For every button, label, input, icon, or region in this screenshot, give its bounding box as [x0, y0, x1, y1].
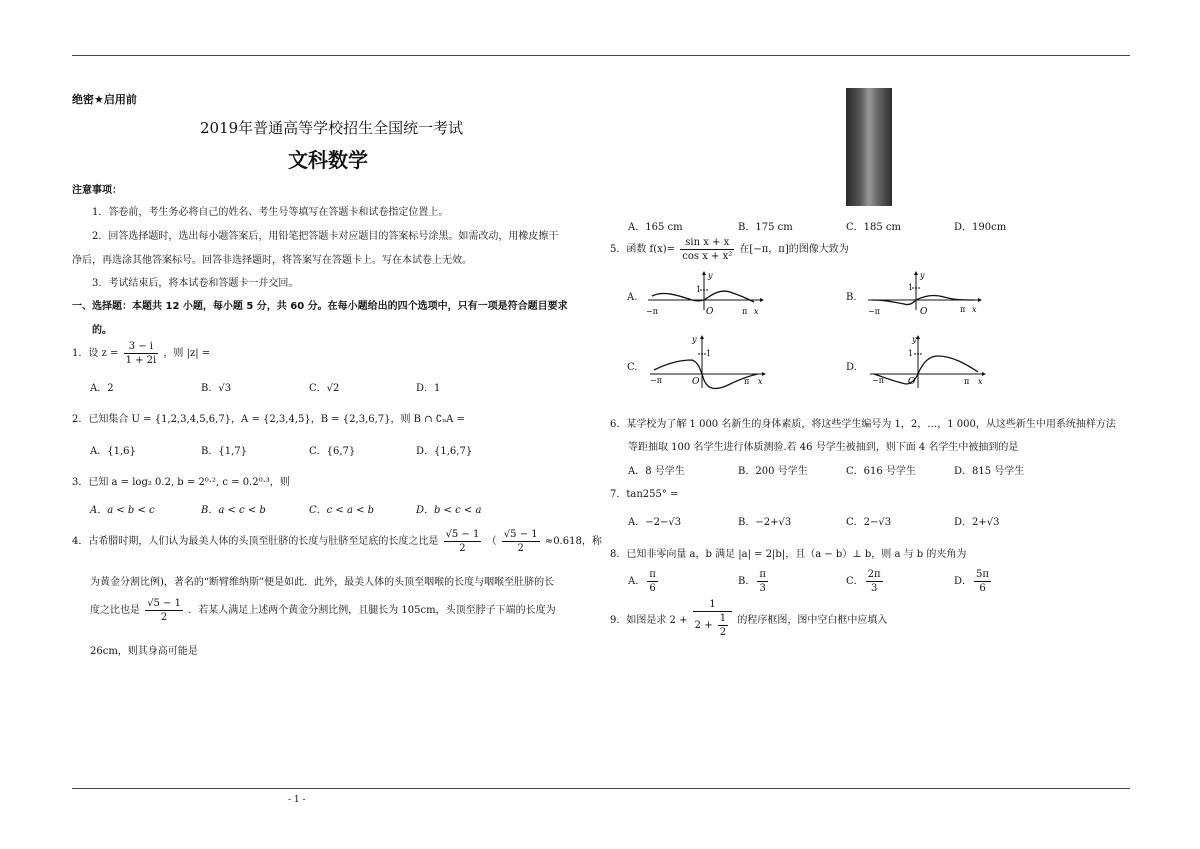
q1-fraction [124, 340, 159, 367]
q6-option-d: D．815 号学生 [954, 466, 1025, 477]
top-rule [72, 55, 1130, 56]
q8-d-num: 5π [976, 569, 989, 580]
q4-l1c: ≈0.618，称 [544, 536, 602, 547]
q8-d-letter: D． [954, 576, 973, 587]
q5-graph-b [864, 270, 984, 320]
q4-l1a: 4．古希腊时期，人们认为最美人体的头顶至肚脐的长度与肚脐至足底的长度之比是 [72, 536, 439, 547]
q4-frac-2-num: √5 − 1 [503, 529, 538, 540]
q7-option-d: D．2+√3 [954, 517, 1000, 528]
q1-option-c: C．√2 [309, 383, 340, 394]
graph-b-y: y [920, 271, 925, 280]
graph-a-y: y [708, 271, 713, 280]
q5-prefix: 5．函数 f(x)= [610, 244, 676, 255]
q5-graph-a [644, 270, 766, 320]
note-2: 2．回答选择题时，选出每小题答案后，用铅笔把答题卡对应题目的答案标号涂黑。如需改动，用橡皮擦干 [92, 231, 559, 242]
q4-frac-2 [502, 528, 540, 555]
q9-two-plus: 2 + [694, 620, 713, 631]
graph-c-neg-pi: −π [650, 376, 662, 385]
q3-stem: 3．已知 a = log₂ 0.2, b = 2⁰·², c = 0.2⁰·³，则 [72, 477, 290, 488]
secret-label: 绝密★启用前 [72, 93, 137, 106]
q9-cfrac-num: 1 [693, 598, 732, 612]
q4-line4: 26cm，则其身高可能是 [90, 646, 198, 657]
q4-option-a: A．165 cm [628, 222, 683, 233]
q8-c-letter: C． [846, 576, 864, 587]
q4-frac-2-den: 2 [517, 543, 524, 554]
q1-suffix: ，则 |z| = [163, 348, 211, 359]
bottom-rule [72, 788, 1130, 789]
q3-option-d: D．b < c < a [416, 505, 482, 516]
q3-option-b: B．a < c < b [201, 505, 266, 516]
graph-c-y: y [692, 335, 697, 344]
q3-option-a: A．a < b < c [90, 505, 155, 516]
graph-b-one: 1 [908, 283, 914, 292]
graph-d-x: x [978, 377, 983, 386]
q9-cfrac [693, 598, 732, 639]
q7-option-b: B．−2+√3 [738, 517, 792, 528]
q2-option-a: A．{1,6} [90, 446, 136, 457]
q4-line3 [90, 597, 556, 624]
graph-c-x: x [758, 377, 763, 386]
graph-a-x: x [754, 307, 759, 316]
q6-line1: 6．某学校为了解 1 000 名新生的身体素质，将这些学生编号为 1，2，…，1 000，从这些新生中用系统抽样方法 [610, 419, 1116, 430]
section-heading-2: 的。 [92, 325, 112, 336]
q8-option-a [628, 568, 660, 595]
q5-graph-c-label: C. [627, 362, 638, 373]
q8-c-num: 2π [867, 569, 881, 580]
q4-frac-1 [444, 528, 482, 555]
q2-option-d: D．{1,6,7} [416, 446, 473, 457]
q9-half-den: 2 [719, 627, 727, 638]
q4-frac-3-num: √5 − 1 [147, 598, 182, 609]
q8-a-den: 6 [649, 583, 656, 594]
q4-frac-3 [145, 597, 183, 624]
q5-graph-d [866, 334, 988, 390]
graph-b-origin: O [920, 307, 928, 317]
notes-heading: 注意事项： [72, 185, 122, 196]
q8-option-b [738, 568, 770, 595]
exam-title: 2019年普通高等学校招生全国统一考试 [200, 119, 464, 137]
q5-suffix: 在[−π，π]的图像大致为 [739, 244, 849, 255]
q6-line2: 等距抽取 100 名学生进行体质测验.若 46 号学生被抽到，则下面 4 名学生中被抽到的是 [628, 442, 1019, 453]
graph-d-one: 1 [908, 349, 914, 358]
q4-l1b: （ [486, 536, 497, 547]
q8-c-den: 3 [870, 583, 878, 594]
graph-d-y: y [912, 335, 917, 344]
q7-option-a: A．−2−√3 [628, 517, 682, 528]
q4-option-d: D．190cm [954, 222, 1007, 233]
q2-option-b: B．{1,7} [201, 446, 247, 457]
q3-option-c: C．c < a < b [309, 505, 375, 516]
q8-a-frac [647, 568, 658, 595]
q4-l3a: 度之比也是 [90, 605, 140, 616]
q8-stem: 8．已知非零向量 a，b 满足 |a| = 2|b|，且（a − b）⊥ b，则 a 与 b 的夹角为 [610, 549, 967, 560]
q9-prefix: 9．如图是求 2 + [610, 615, 688, 626]
q8-c-frac [866, 568, 883, 595]
graph-a-pi: π [742, 307, 748, 316]
q9-suffix: 的程序框图，图中空白框中应填入 [737, 615, 888, 626]
q8-b-num: π [759, 569, 766, 580]
graph-b-pi: π [960, 305, 966, 314]
section-heading: 一、选择题：本题共 12 小题，每小题 5 分，共 60 分。在每小题给出的四个选项中，只有一项是符合题目要求 [72, 301, 568, 312]
q5-graph-b-label: B. [846, 292, 857, 303]
graph-d-pi: π [964, 377, 970, 386]
q1-prefix: 1．设 z = [72, 348, 119, 359]
graph-d-origin: O [908, 377, 916, 387]
note-2b: 净后，再选涂其他答案标号。回答非选择题时，将答案写在答题卡上。写在本试卷上无效。 [72, 255, 472, 266]
q4-frac-3-den: 2 [160, 612, 168, 623]
graph-a-one: 1 [696, 285, 702, 294]
graph-c-pi: π [744, 377, 750, 386]
q4-line1 [72, 528, 602, 555]
q4-frac-1-den: 2 [459, 543, 466, 554]
note-1: 1．答卷前，考生务必将自己的姓名、考生号等填写在答题卡和试卷指定位置上。 [92, 207, 449, 218]
q8-b-frac [757, 568, 768, 595]
q8-b-letter: B． [738, 576, 756, 587]
q8-b-den: 3 [759, 583, 766, 594]
q8-option-c [846, 568, 885, 595]
q5-graph-c [646, 334, 768, 390]
q8-option-d [954, 568, 993, 595]
q7-option-c: C．2−√3 [846, 517, 892, 528]
graph-a-neg-pi: −π [646, 307, 658, 316]
q6-option-a: A．8 号学生 [628, 466, 685, 477]
q9-half [718, 612, 728, 639]
note-3: 3．考试结束后，将本试卷和答题卡一并交回。 [92, 278, 299, 289]
graph-b-neg-pi: −π [868, 307, 880, 316]
q5-stem [610, 236, 849, 263]
graph-b-x: x [972, 305, 977, 314]
q4-frac-1-num: √5 − 1 [445, 529, 480, 540]
q1-stem [72, 340, 210, 367]
q1-num: 3 − i [124, 340, 159, 354]
q5-den: cos x + x² [682, 251, 733, 262]
q8-d-frac [974, 568, 991, 595]
q9-cfrac-den [693, 612, 732, 639]
q2-stem: 2．已知集合 U = {1,2,3,4,5,6,7}，A = {2,3,4,5}，B = {2,3,6,7}，则 B ∩ ∁ᵤA = [72, 414, 465, 425]
q5-graph-a-label: A. [627, 292, 638, 303]
q2-option-c: C．{6,7} [309, 446, 356, 457]
q6-option-c: C．616 号学生 [846, 466, 916, 477]
q1-option-b: B．√3 [201, 383, 232, 394]
q9-stem [610, 598, 887, 639]
q5-fraction [680, 236, 734, 263]
page-number: - 1 - [288, 795, 306, 805]
q1-option-d: D．1 [416, 383, 441, 394]
q8-a-num: π [649, 569, 656, 580]
graph-d-neg-pi: −π [872, 376, 884, 385]
graph-a-origin: O [706, 307, 714, 317]
q1-den: 1 + 2i [125, 355, 157, 366]
q8-a-letter: A． [628, 576, 646, 587]
subject-title: 文科数学 [288, 148, 368, 172]
q7-stem: 7．tan255° = [610, 489, 679, 500]
q4-l3b: ．若某人满足上述两个黄金分割比例，且腿长为 105cm，头顶至脖子下端的长度为 [188, 605, 556, 616]
graph-c-origin: O [692, 377, 700, 387]
venus-statue-image [846, 88, 892, 206]
q4-option-b: B．175 cm [738, 222, 793, 233]
graph-c-one: 1 [706, 349, 712, 358]
q4-option-c: C．185 cm [846, 222, 901, 233]
q5-graph-d-label: D. [846, 362, 857, 373]
q6-option-b: B．200 号学生 [738, 466, 808, 477]
q9-half-num: 1 [719, 613, 727, 624]
q5-num: sin x + x [680, 236, 734, 250]
q4-line2: 为黄金分割比例)，著名的“断臂维纳斯”便是如此．此外，最美人体的头顶至咽喉的长度与咽喉至肚脐的长 [90, 577, 555, 588]
q8-d-den: 6 [979, 583, 986, 594]
q1-option-a: A．2 [90, 383, 114, 394]
